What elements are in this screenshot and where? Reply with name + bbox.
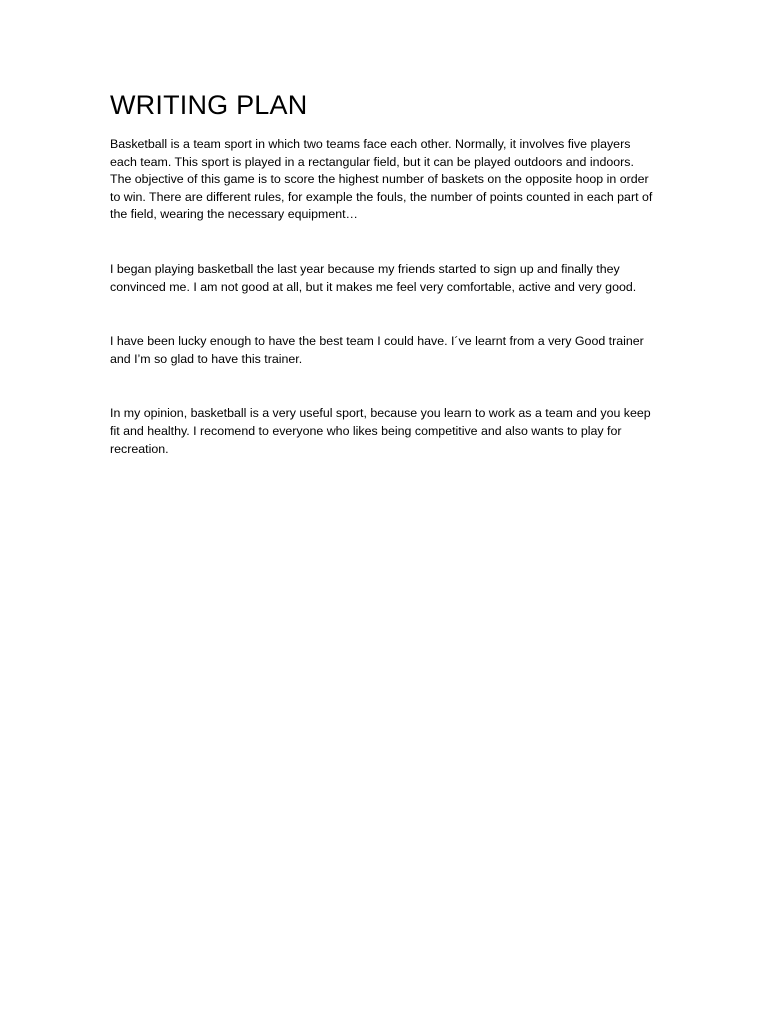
paragraph-basketball-intro: Basketball is a team sport in which two teams face each other. Normally, it involves five players each team. This sport is played in a rectangular field, but it can be played outdoors and indoors. The objective of this game is to score the highest number of baskets on the opposite hoop in order to win. There are different rules, for example the fouls, the number of points counted in each part of the field, wearing the necessary equipment… <box>110 137 653 222</box>
paragraph-team-trainer: I have been lucky enough to have the best team I could have. I´ve learnt from a very Good trainer and I’m so glad to have this trainer. <box>110 334 644 366</box>
document-page <box>110 88 658 458</box>
document-title: WRITING PLAN <box>110 90 308 120</box>
paragraph-began-playing: I began playing basketball the last year because my friends started to sign up and finally they convinced me. I am not good at all, but it makes me feel very comfortable, active and very good. <box>110 261 637 294</box>
paragraph-opinion: In my opinion, basketball is a very useful sport, because you learn to work as a team and you keep fit and healthy. I recomend to everyone who likes being competitive and also wants to play for recreation. <box>110 406 651 456</box>
